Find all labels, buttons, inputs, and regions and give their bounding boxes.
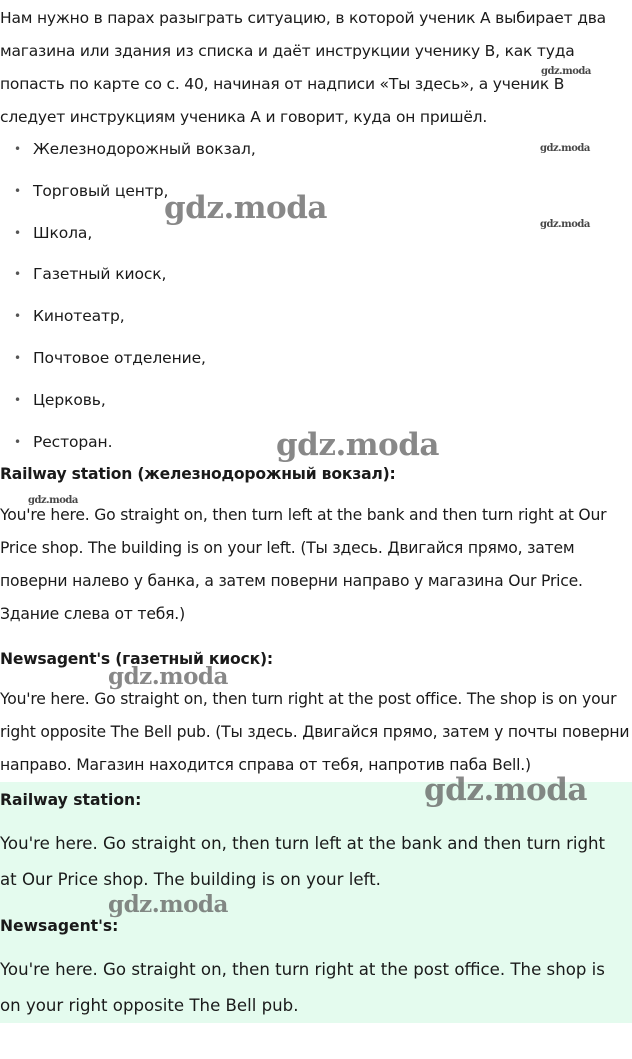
watermark-logo: gdz.moda — [540, 219, 590, 230]
list-item: • Кинотеатр, — [0, 300, 632, 342]
bullet-icon: • — [14, 350, 21, 365]
watermark-logo: gdz.moda — [424, 772, 587, 808]
bullet-icon: • — [14, 183, 21, 198]
newsagent-heading: Newsagent's (газетный киоск): — [0, 650, 273, 668]
watermark-logo: gdz.moda — [276, 427, 439, 463]
bullet-icon: • — [14, 267, 21, 282]
bullet-icon: • — [14, 392, 21, 407]
list-item: • Газетный киоск, — [0, 258, 632, 300]
list-item: • Почтовое отделение, — [0, 342, 632, 384]
option-list — [0, 133, 632, 467]
watermark-logo: gdz.moda — [541, 66, 591, 77]
watermark-logo: gdz.moda — [108, 891, 228, 918]
answer-railway-heading: Railway station: — [0, 791, 142, 809]
answer-newsagent-text: You're here. Go straight on, then turn right at the post office. The shop is on your right opposite The Bell pub. — [0, 960, 605, 1015]
answer-railway-text: You're here. Go straight on, then turn left at the bank and then turn right at Our Price shop. The building is on your left. — [0, 834, 606, 889]
bullet-icon: • — [14, 225, 21, 240]
bullet-icon: • — [14, 142, 21, 156]
list-item: • Школа, — [0, 217, 632, 259]
watermark-logo: gdz.moda — [108, 663, 228, 690]
newsagent-text: You're here. Go straight on, then turn right at the post office. The shop is on your right opposite The Bell pub. (Ты здесь. Двигайся прямо, затем у почты поверни направо. Магазин находится справа от тебя, напротив паба Bell.) — [0, 690, 630, 774]
railway-text: You're here. Go straight on, then turn left at the bank and then turn right at Our Price shop. The building is on your left. (Ты здесь. Двигайся прямо, затем поверни налево у банка, а затем поверни направо у магазина Our Price. Здание слева от тебя.) — [0, 506, 607, 623]
bullet-icon: • — [14, 309, 21, 324]
watermark-logo: gdz.moda — [164, 190, 327, 226]
list-item: • Торговый центр, — [0, 175, 632, 217]
watermark-logo: gdz.moda — [540, 143, 590, 154]
bullet-icon: • — [14, 434, 21, 449]
list-item: • Церковь, — [0, 384, 632, 426]
list-item: • Ресторан. — [0, 426, 632, 468]
railway-heading: Railway station (железнодорожный вокзал): — [0, 465, 396, 483]
list-item: • Железнодорожный вокзал, — [0, 133, 632, 175]
task-intro: Нам нужно в парах разыграть ситуацию, в которой ученик A выбирает два магазина или здания из списка и даёт инструкции ученику B, как туда попасть по карте со с. 40, начиная от надписи «Ты здесь», а ученик B следует инструкциям ученика A и говорит, куда он пришёл. — [0, 9, 606, 126]
answer-block — [0, 782, 632, 1023]
watermark-logo: gdz.moda — [28, 495, 78, 506]
answer-newsagent-heading: Newsagent's: — [0, 917, 119, 935]
